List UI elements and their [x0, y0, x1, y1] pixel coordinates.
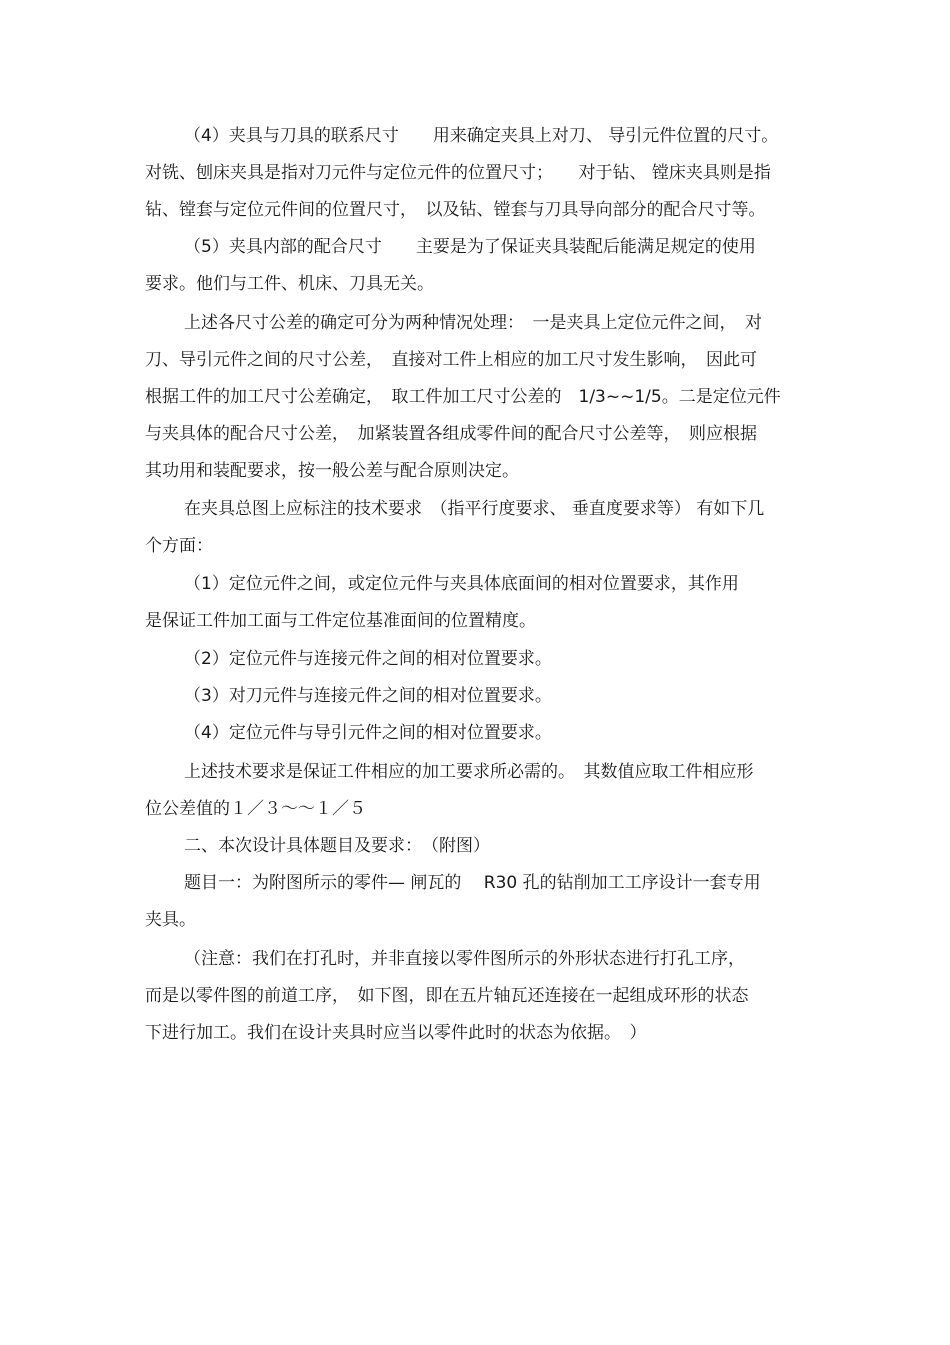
section-heading: 二、本次设计具体题目及要求： （附图） [184, 836, 490, 856]
text-line: 题目一：为附图所示的零件— 闸瓦的 R30 孔的钻削加工工序设计一套专用 [184, 873, 761, 893]
list-item: （3）对刀元件与连接元件之间的相对位置要求。 [184, 686, 552, 706]
text-line: 要求。他们与工件、机床、刀具无关。 [145, 274, 434, 294]
list-item: （4）定位元件与导引元件之间的相对位置要求。 [184, 723, 552, 743]
text-line: 与夹具体的配合尺寸公差， 加紧装置各组成零件间的配合尺寸公差等， 则应根据 [145, 424, 757, 444]
text-line: 而是以零件图的前道工序， 如下图，即在五片轴瓦还连接在一起组成环形的状态 [145, 986, 749, 1006]
text-line: （4）夹具与刀具的联系尺寸 用来确定夹具上对刀、 导引元件位置的尺寸。 [184, 126, 779, 146]
text-line: （5）夹具内部的配合尺寸 主要是为了保证夹具装配后能满足规定的使用 [184, 237, 756, 257]
text-line: 对铣、刨床夹具是指对刀元件与定位元件的位置尺寸； 对于钻、 镗床夹具则是指 [145, 163, 771, 183]
text-line: 是保证工件加工面与工件定位基准面间的位置精度。 [145, 611, 536, 631]
text-line: 刀、导引元件之间的尺寸公差， 直接对工件上相应的加工尺寸发生影响， 因此可 [145, 350, 757, 370]
text-line: 上述各尺寸公差的确定可分为两种情况处理： 一是夹具上定位元件之间， 对 [184, 313, 762, 333]
list-item: （2）定位元件与连接元件之间的相对位置要求。 [184, 649, 552, 669]
text-line: 个方面： [145, 536, 213, 556]
text-line: 其功用和装配要求，按一般公差与配合原则决定。 [145, 461, 519, 481]
text-line: 下进行加工。我们在设计夹具时应当以零件此时的状态为依据。 ） [145, 1023, 647, 1043]
list-item: （1）定位元件之间，或定位元件与夹具体底面间的相对位置要求，其作用 [184, 574, 739, 594]
text-line: 上述技术要求是保证工件相应的加工要求所必需的。 其数值应取工件相应形 [184, 762, 754, 782]
text-line: 在夹具总图上应标注的技术要求 （指平行度要求、 垂直度要求等） 有如下几 [184, 499, 765, 519]
text-line: 根据工件的加工尺寸公差确定， 取工件加工尺寸公差的 1/3~~1/5。二是定位元件 [145, 387, 781, 407]
text-line: 夹具。 [145, 910, 196, 930]
text-line: （注意：我们在打孔时，并非直接以零件图所示的外形状态进行打孔工序， [184, 949, 745, 969]
text-line: 位公差值的１／３～～１／５ [145, 799, 366, 819]
text-line: 钻、镗套与定位元件间的位置尺寸， 以及钻、镗套与刀具导向部分的配合尺寸等。 [145, 200, 766, 220]
